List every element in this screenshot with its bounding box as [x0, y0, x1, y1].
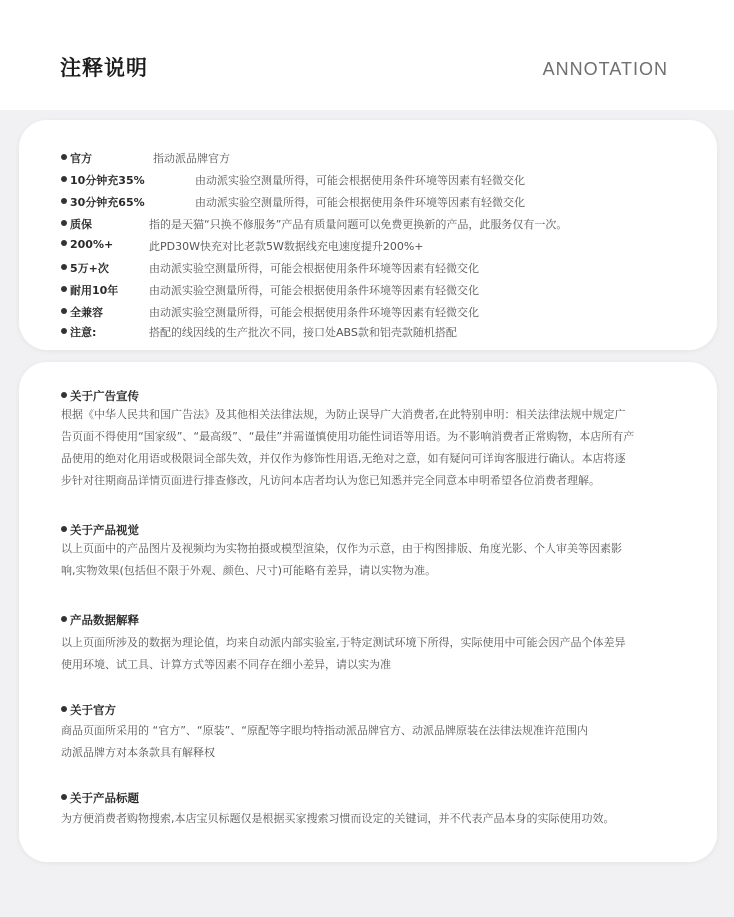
section-title-product-title: 关于产品标题	[61, 790, 139, 806]
spec-row-note	[61, 324, 457, 340]
body-line: 动派品牌方对本条款具有解释权	[61, 746, 215, 759]
body-line: 以上页面中的产品图片及视频均为实物拍摄或模型渲染，仅作为示意，由于构图排版、角度光影、个人审美等因素影	[61, 542, 622, 555]
spec-value: 由动派实验空测量所得，可能会根据使用条件环境等因素有轻微交化	[149, 262, 479, 275]
section-body-visual	[61, 538, 681, 582]
spec-value: 由动派实验空测量所得，可能会根据使用条件环境等因素有轻微交化	[149, 306, 479, 319]
page-header	[0, 0, 734, 110]
section-body-ads	[61, 404, 681, 492]
body-line: 商品页面所采用的 “官方”、“原装”、“原配等字眼均特指动派品牌官方、动派品牌原装在法律法规准许范围内	[61, 724, 588, 737]
bullet-icon	[61, 616, 67, 622]
spec-label: 官方	[70, 152, 92, 165]
body-line: 为方便消费者购物搜索,本店宝贝标题仅是根据买家搜索习惯而设定的关键词，并不代表产品本身的实际使用功效。	[61, 812, 615, 825]
bullet-icon	[61, 286, 67, 292]
spec-row-30min	[61, 194, 525, 210]
body-line: 使用环境、试工具、计算方式等因素不同存在细小差异，请以实为准	[61, 658, 391, 671]
spec-value: 指的是天猫“只换不修服务”产品有质量问题可以免费更换新的产品，此服务仅有一次。	[149, 218, 568, 231]
bullet-icon	[61, 392, 67, 398]
body-line: 告页面不得使用“国家级”、“最高级”、“最佳”并需谨慎使用功能性词语等用语。为不影响消费者正常购物，本店所有产	[61, 430, 635, 443]
spec-notes-card	[19, 120, 717, 350]
body-line: 以上页面所涉及的数据为理论值，均来自动派内部实验室,于特定测试环境下所得，实际使用中可能会因产品个体差异	[61, 636, 626, 649]
bullet-icon	[61, 220, 67, 226]
spec-value: 由动派实验空测量所得，可能会根据使用条件环境等因素有轻微交化	[149, 284, 479, 297]
spec-row-10yr	[61, 282, 479, 298]
spec-label: 耐用10年	[70, 284, 119, 297]
bullet-icon	[61, 308, 67, 314]
bullet-icon	[61, 328, 67, 334]
bullet-icon	[61, 264, 67, 270]
bullet-icon	[61, 526, 67, 532]
body-line: 品使用的绝对化用语或极限词全部失效，并仅作为修饰性用语,无绝对之意，如有疑问可详询客服进行确认。本店将逐	[61, 452, 626, 465]
spec-row-200	[61, 238, 424, 253]
body-line: 步针对往期商品详情页面进行排查修改，凡访问本店者均认为您已知悉并完全同意本申明希望各位消费者理解。	[61, 474, 600, 487]
spec-label: 注意:	[70, 326, 97, 339]
section-title-data: 产品数据解释	[61, 612, 139, 628]
spec-value: 搭配的线因线的生产批次不同，接口处ABS款和铝壳款随机搭配	[149, 326, 457, 339]
spec-label: 全兼容	[70, 306, 103, 319]
bullet-icon	[61, 154, 67, 160]
bullet-icon	[61, 706, 67, 712]
spec-label: 5万+次	[70, 262, 109, 275]
spec-value: 由动派实验空测量所得，可能会根据使用条件环境等因素有轻微交化	[195, 196, 525, 209]
page-title: 注释说明	[60, 56, 148, 80]
section-title-visual: 关于产品视觉	[61, 522, 139, 538]
spec-label: 200%+	[70, 238, 114, 251]
spec-value: 由动派实验空测量所得，可能会根据使用条件环境等因素有轻微交化	[195, 174, 525, 187]
disclaimer-card	[19, 362, 717, 862]
spec-label: 10分钟充35%	[70, 174, 145, 187]
section-body-product-title	[61, 808, 681, 830]
spec-value: 指动派品牌官方	[153, 152, 230, 165]
bullet-icon	[61, 240, 67, 246]
page-subtitle-en: ANNOTATION	[542, 59, 668, 79]
bullet-icon	[61, 198, 67, 204]
section-title-official: 关于官方	[61, 702, 116, 718]
spec-row-warranty	[61, 216, 568, 232]
spec-label: 质保	[70, 218, 92, 231]
spec-value: 此PD30W快充对比老款5W数据线充电速度提升200%+	[149, 240, 424, 253]
spec-row-compat	[61, 304, 479, 320]
bullet-icon	[61, 176, 67, 182]
body-line: 响,实物效果(包括但不限于外观、颜色、尺寸)可能略有差异，请以实物为准。	[61, 564, 437, 577]
section-body-official	[61, 720, 681, 764]
spec-row-10min	[61, 172, 525, 188]
spec-row-50k	[61, 260, 479, 276]
bullet-icon	[61, 794, 67, 800]
spec-label: 30分钟充65%	[70, 196, 145, 209]
body-line: 根据《中华人民共和国广告法》及其他相关法律法规，为防止误导广大消费者,在此特别申明：相关法律法规中规定广	[61, 408, 626, 421]
section-body-data	[61, 632, 681, 676]
section-title-ads: 关于广告宣传	[61, 388, 139, 404]
spec-row-official	[61, 150, 230, 166]
